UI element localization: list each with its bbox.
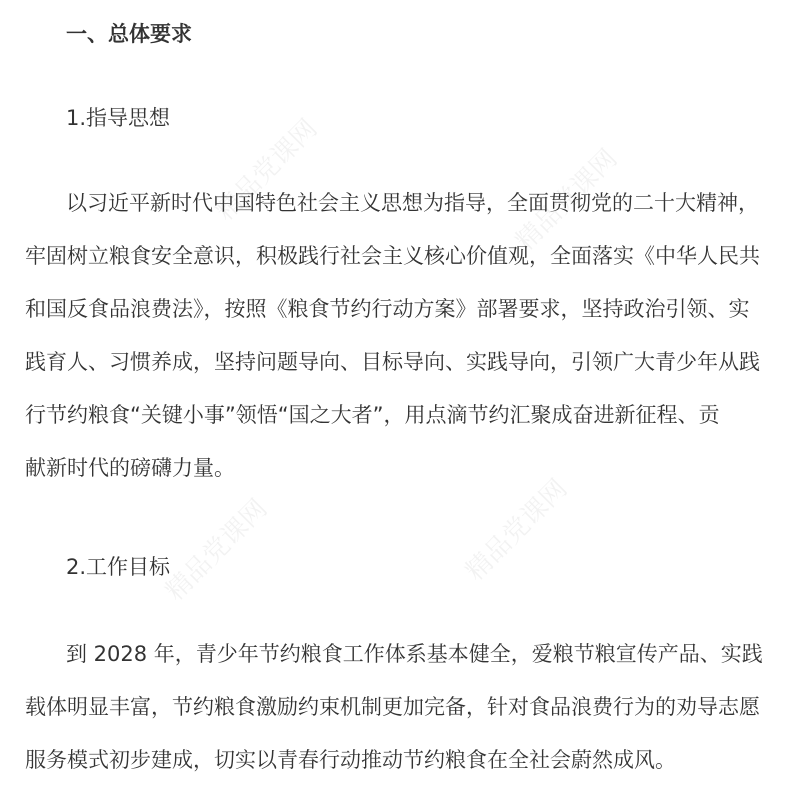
watermark: 精品党课网 [510, 143, 624, 257]
section-title: 一、总体要求 [66, 22, 192, 46]
paragraph-line: 服务模式初步建成，切实以青春行动推动节约粮食在全社会蔚然成风。 [25, 748, 676, 772]
paragraph-line: 践育人、习惯养成，坚持问题导向、目标导向、实践导向，引领广大青少年从践 [25, 350, 760, 374]
paragraph-line: 以习近平新时代中国特色社会主义思想为指导，全面贯彻党的二十大精神， [66, 191, 759, 215]
paragraph-line: 载体明显丰富，节约粮食激励约束机制更加完备，针对食品浪费行为的劝导志愿 [25, 695, 760, 719]
watermark: 精品党课网 [160, 493, 274, 607]
paragraph-line: 牢固树立粮食安全意识，积极践行社会主义核心价值观，全面落实《中华人民共 [25, 244, 760, 268]
paragraph-work-goals [25, 628, 785, 787]
paragraph-line: 行节约粮食“关键小事”领悟“国之大者”，用点滴节约汇聚成奋进新征程、贡 [25, 403, 720, 427]
paragraph-line: 献新时代的磅礴力量。 [25, 456, 235, 480]
watermark: 精品党课网 [210, 113, 324, 227]
subheading-guiding-thought: 1.指导思想 [66, 106, 171, 130]
paragraph-line: 和国反食品浪费法》，按照《粮食节约行动方案》部署要求，坚持政治引领、实 [25, 297, 750, 321]
paragraph-line: 到 2028 年，青少年节约粮食工作体系基本健全，爱粮节粮宣传产品、实践 [66, 642, 763, 666]
subheading-work-goals: 2.工作目标 [66, 555, 171, 579]
watermark: 精品党课网 [460, 473, 574, 587]
paragraph-guiding-thought [25, 177, 785, 495]
